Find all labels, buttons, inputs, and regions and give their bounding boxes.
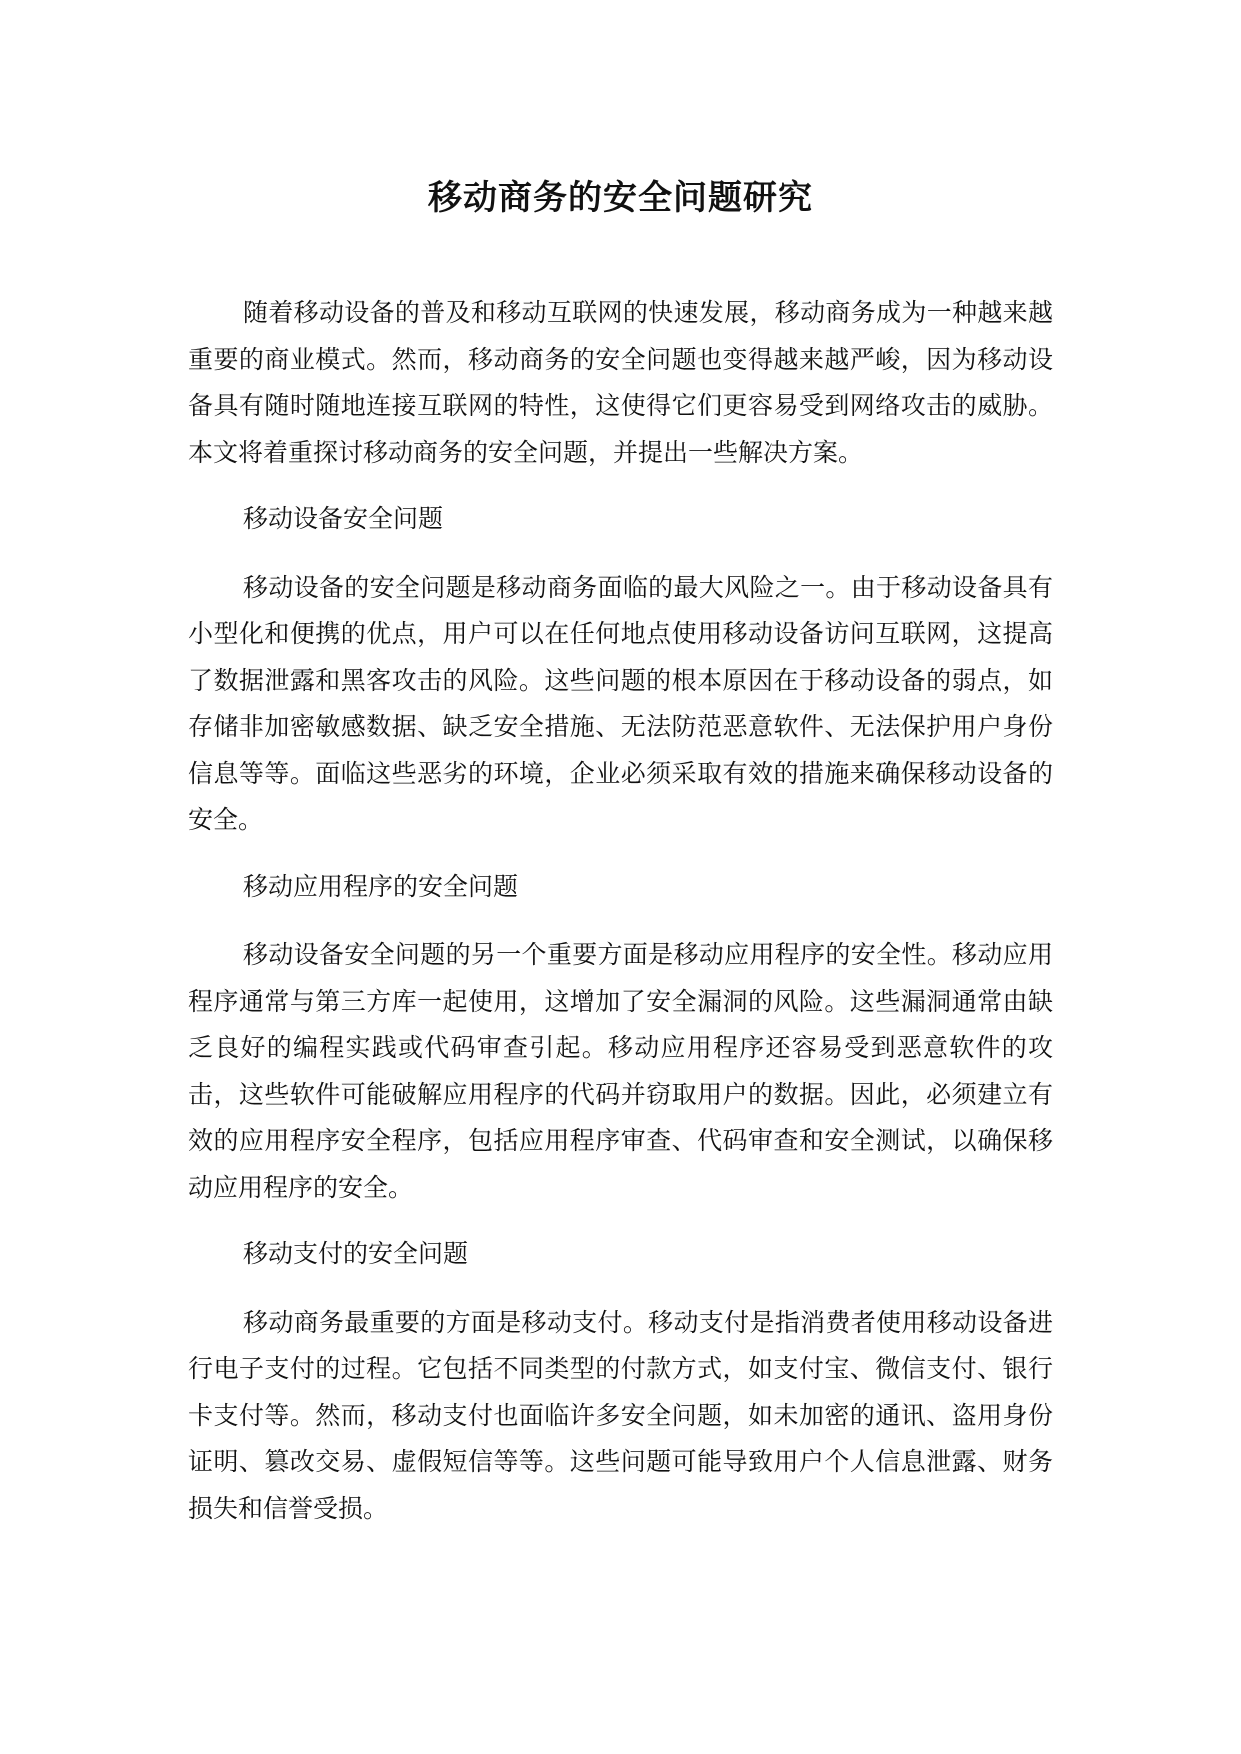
section-heading-app-security: 移动应用程序的安全问题 bbox=[243, 871, 519, 901]
document-title: 移动商务的安全问题研究 bbox=[428, 178, 813, 218]
section-body-payment-security: 移动商务最重要的方面是移动支付。移动支付是指消费者使用移动设备进行电子支付的过程。它包括不同类型的付款方式，如支付宝、微信支付、银行卡支付等。然而，移动支付也面临许多安全问题，如未加密的通讯、盗用身份证明、篡改交易、虚假短信等等。这些问题可能导致用户个人信息泄露、财务损失和信誉受损。 bbox=[188, 1307, 1053, 1523]
section-body-device-security: 移动设备的安全问题是移动商务面临的最大风险之一。由于移动设备具有小型化和便携的优点，用户可以在任何地点使用移动设备访问互联网，这提高了数据泄露和黑客攻击的风险。这些问题的根本原因在于移动设备的弱点，如存储非加密敏感数据、缺乏安全措施、无法防范恶意软件、无法保护用户身份信息等等。面临这些恶劣的环境，企业必须采取有效的措施来确保移动设备的安全。 bbox=[188, 572, 1053, 834]
section-heading-payment-security: 移动支付的安全问题 bbox=[243, 1239, 469, 1268]
section-body-app-security: 移动设备安全问题的另一个重要方面是移动应用程序的安全性。移动应用程序通常与第三方库一起使用，这增加了安全漏洞的风险。这些漏洞通常由缺乏良好的编程实践或代码审查引起。移动应用程序还容易受到恶意软件的攻击，这些软件可能破解应用程序的代码并窃取用户的数据。因此，必须建立有效的应用程序安全程序，包括应用程序审查、代码审查和安全测试，以确保移动应用程序的安全。 bbox=[188, 940, 1053, 1202]
document-body bbox=[188, 290, 1053, 1552]
intro-paragraph: 随着移动设备的普及和移动互联网的快速发展，移动商务成为一种越来越重要的商业模式。然而，移动商务的安全问题也变得越来越严峻，因为移动设备具有随时随地连接互联网的特性，这使得它们更容易受到网络攻击的威胁。本文将着重探讨移动商务的安全问题，并提出一些解决方案。 bbox=[188, 298, 1053, 467]
section-heading-device-security: 移动设备安全问题 bbox=[243, 504, 444, 533]
